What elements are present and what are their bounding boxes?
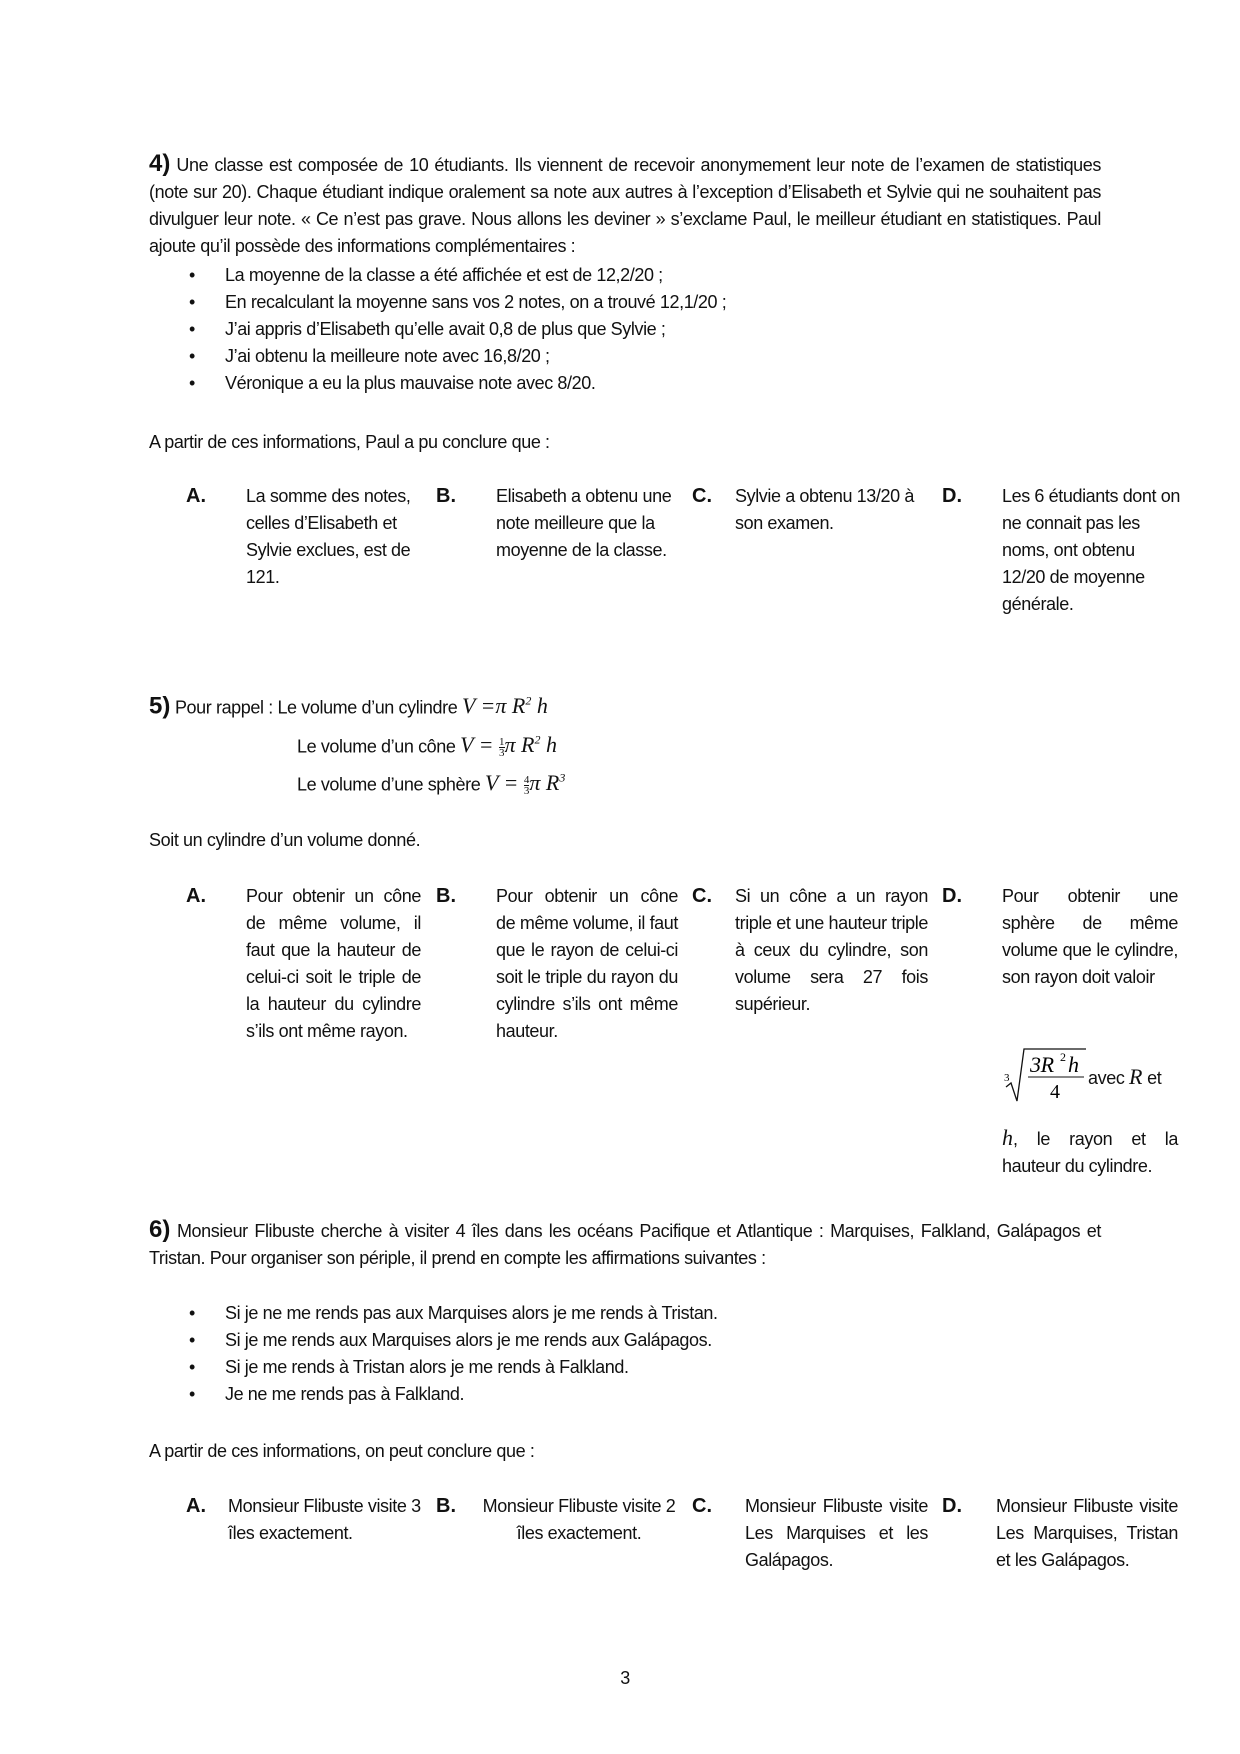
answer-c: Monsieur Flibuste visite Les Marquises et les Galápagos. [745, 1496, 928, 1570]
question-6-bullets: • Si je ne me rends pas aux Marquises alors je me rends à Tristan. • Si je me rends aux Marquises alors je me rends aux Galápagos. • Si je me rends à Tristan alors je me rends à Falkland. • Je ne me rends pas à Falkland. [149, 1300, 1101, 1408]
answer-a: La somme des notes, celles d’Elisabeth et Sylvie exclues, est de 121. [246, 486, 411, 587]
answer-b: Pour obtenir un cône de même volume, il faut que le rayon de celui-ci soit le triple du rayon du cylindre s’ils ont même hauteur. [496, 886, 678, 1041]
question-6-intro: 6) Monsieur Flibuste cherche à visiter 4 îles dans les océans Pacifique et Atlantique : Marquises, Falkland, Galápagos et Tristan. Pour organiser son périple, il prend en compte les affirmations suivantes : [149, 1216, 1101, 1268]
cube-root-formula: 3 3R 2 h 4 avec R et [1002, 1045, 1182, 1105]
page-number: 3 [620, 1668, 630, 1688]
svg-text:3R: 3R [1030, 1052, 1054, 1077]
cube-root-sign [1002, 1045, 1087, 1103]
question-4-intro: 4) Une classe est composée de 10 étudiants. Ils viennent de recevoir anonymement leur note de l’examen de statistiques (note sur 20). Chaque étudiant indique oralement sa note aux autres à l’exception d’Elisabeth et Sylvie qui ne souhaitent pas divulguer leur note. « Ce n’est pas grave. Nous allons les deviner » s’exclame Paul, le meilleur étudiant en statistiques. Paul ajoute qu’il possède des informations complémentaires : [149, 150, 1101, 256]
question-4-prompt: A partir de ces informations, Paul a pu conclure que : [149, 432, 550, 452]
answer-d: Les 6 étudiants dont on ne connait pas les noms, ont obtenu 12/20 de moyenne générale. [1002, 486, 1180, 614]
cone-formula: V = $\frac{1}{3}$ π $R^2$ h [460, 732, 557, 759]
answer-a: Pour obtenir un cône de même volume, il faut que la hauteur de celui-ci soit le triple de la hauteur du cylindre s’ils ont même rayon. [246, 886, 421, 1041]
answer-c: Si un cône a un rayon triple et une hauteur triple à ceux du cylindre, son volume sera 27 fois supérieur. [735, 886, 928, 1014]
sphere-formula-line: Le volume d’une sphère V = $\frac{4}{3}$ π $R^3$ [297, 770, 566, 797]
answer-b: Monsieur Flibuste visite 2 îles exactement. [482, 1496, 676, 1543]
question-4-bullets: • La moyenne de la classe a été affichée et est de 12,2/20 ; • En recalculant la moyenne sans vos 2 notes, on a trouvé 12,1/20 ; • J’ai appris d’Elisabeth qu’elle avait 0,8 de plus que Sylvie ; • J’ai obtenu la meilleure note avec 16,8/20 ; • Véronique a eu la plus mauvaise note avec 8/20. [149, 262, 1101, 397]
cone-formula-line: Le volume d’un cône V = $\frac{1}{3}$ π $R^2$ h [297, 732, 557, 759]
question-5-prompt: Soit un cylindre d’un volume donné. [149, 830, 421, 850]
svg-text:3: 3 [1004, 1072, 1010, 1084]
sphere-formula: V = $\frac{4}{3}$ π $R^3$ [484, 770, 566, 797]
answer-d: Pour obtenir une sphère de même volume que le cylindre, son rayon doit valoir [1002, 886, 1178, 987]
cylinder-formula: V =π $R^2$ h [461, 693, 548, 719]
answer-c: Sylvie a obtenu 13/20 à son examen. [735, 486, 914, 533]
answer-b: Elisabeth a obtenu une note meilleure que la moyenne de la classe. [496, 486, 672, 560]
svg-text:h: h [1068, 1052, 1079, 1077]
question-5-recall: 5) Pour rappel : Le volume d’un cylindre V =π $R^2$ h [149, 692, 548, 720]
question-6-prompt: A partir de ces informations, on peut conclure que : [149, 1441, 535, 1461]
svg-text:4: 4 [1050, 1081, 1060, 1103]
answer-d: Monsieur Flibuste visite Les Marquises, Tristan et les Galápagos. [996, 1496, 1178, 1570]
answer-a: Monsieur Flibuste visite 3 îles exactement. [228, 1496, 421, 1543]
svg-text:2: 2 [1060, 1050, 1066, 1064]
